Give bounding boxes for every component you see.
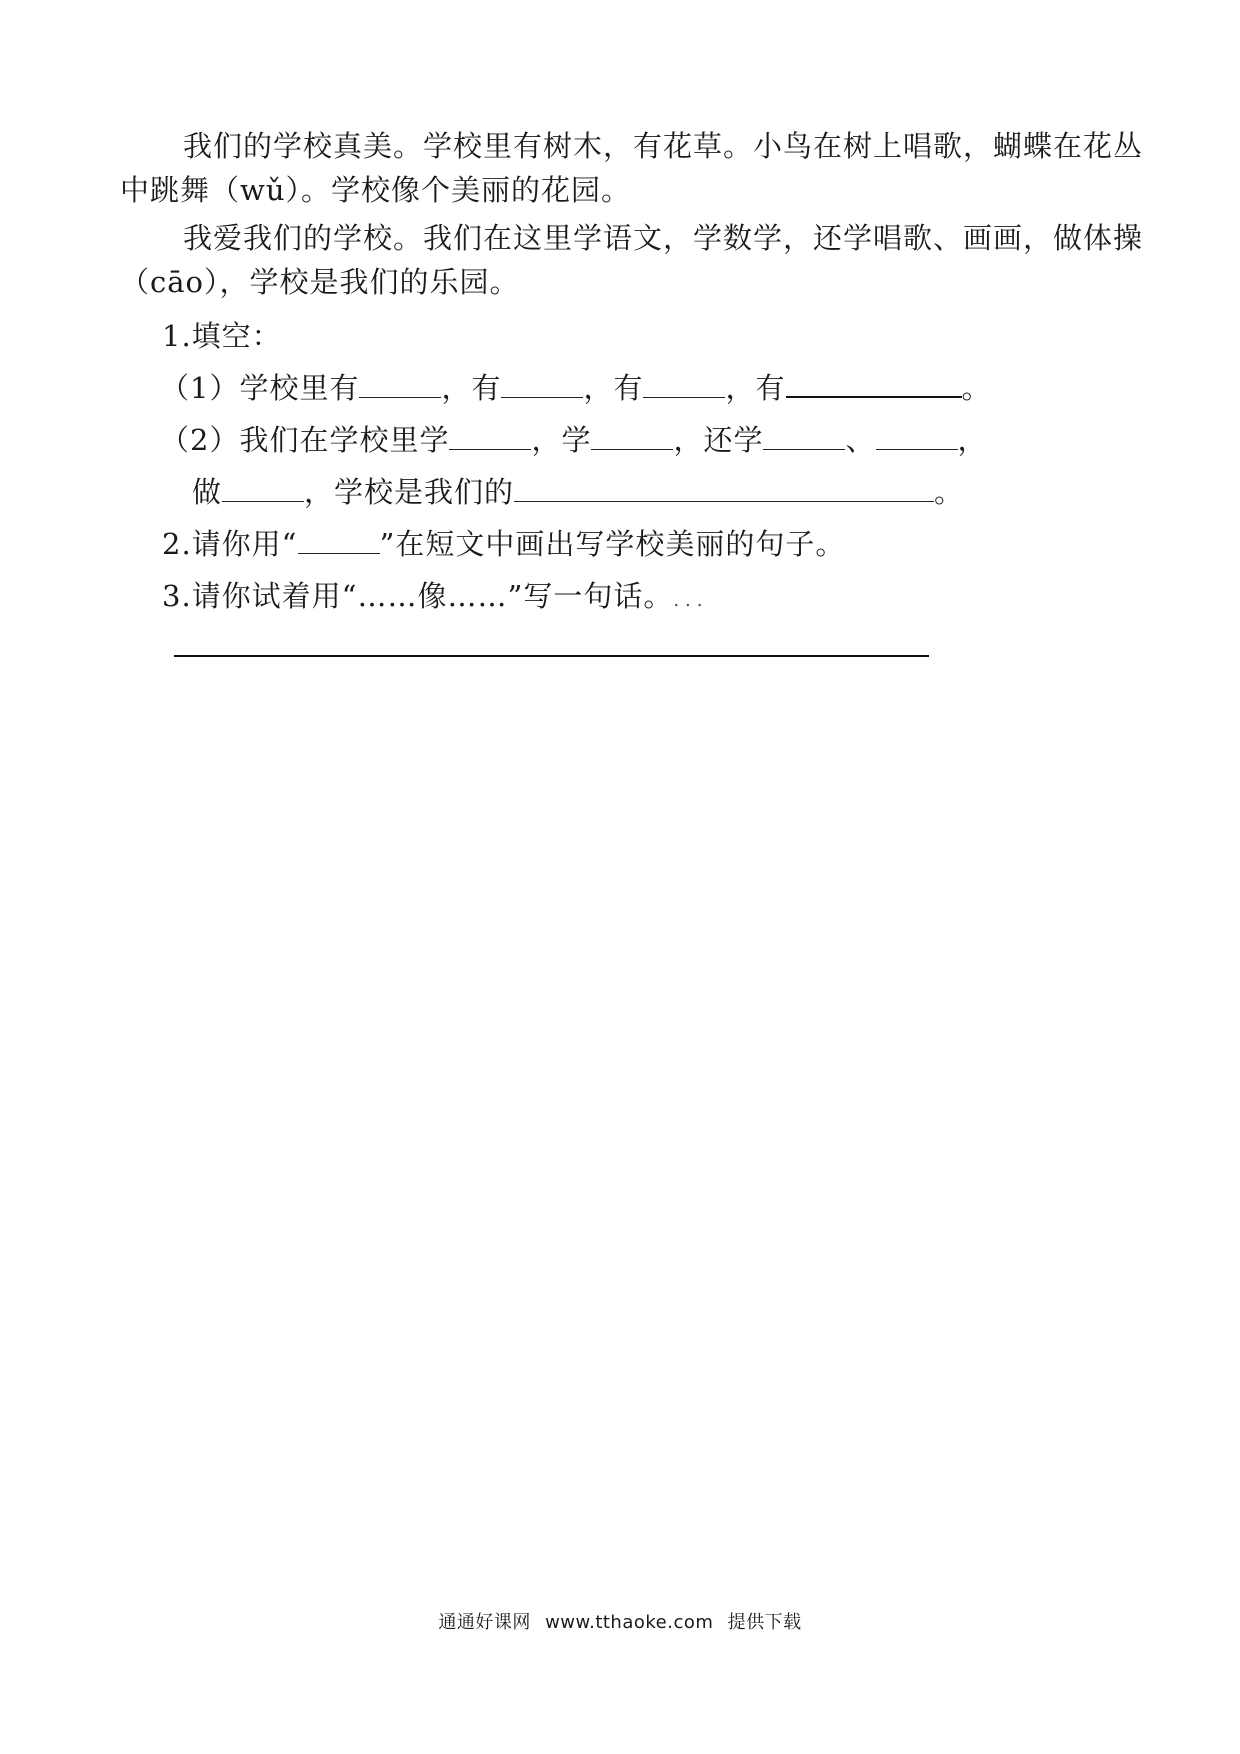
fill-blank[interactable] [501, 371, 583, 398]
q1-s2-end: ， [957, 423, 988, 457]
fill-blank[interactable] [449, 423, 531, 450]
q1-s1-prefix: （1）学校里有 [160, 371, 360, 405]
passage-p1-line1: 我们的学校真美。学校里有树木，有花草。小鸟在树上唱歌，蝴蝶在花丛 [183, 129, 1144, 163]
fill-blank[interactable] [786, 370, 962, 398]
q1-s3-mid: ，学校是我们的 [304, 475, 515, 509]
q1-s3-end: 。 [934, 475, 965, 509]
footer-note: 提供下载 [727, 1612, 802, 1633]
q1-s1-sep: ，有 [725, 371, 786, 405]
q2-suffix: ”在短文中画出写学校美丽的句子。 [379, 527, 846, 561]
fill-blank[interactable] [643, 371, 725, 398]
answer-line[interactable] [174, 655, 929, 657]
q1-s1-sep: ，有 [441, 371, 502, 405]
fill-blank[interactable] [763, 423, 845, 450]
question-1-sentence-1 [160, 370, 992, 406]
q3-text: 3.请你试着用“……像……”写一句话。 [162, 579, 674, 613]
q3-trailing-dots: ... [673, 590, 709, 611]
passage-p2-line2: （cāo），学校是我们的乐园。 [120, 265, 520, 299]
question-1-sentence-2 [160, 422, 988, 458]
question-2 [162, 526, 845, 562]
q1-s2-prefix: （2）我们在学校里学 [160, 423, 450, 457]
question-3 [162, 578, 709, 619]
question-1-sentence-3 [192, 474, 964, 510]
fill-blank[interactable] [591, 423, 673, 450]
fill-blank[interactable] [222, 475, 304, 502]
footer-site-name: 通通好课网 [438, 1612, 531, 1633]
q2-prefix: 2.请你用“ [162, 527, 298, 561]
fill-blank[interactable] [514, 475, 934, 502]
footer [0, 1608, 1240, 1634]
q1-s3-prefix: 做 [192, 475, 223, 509]
passage-p1-line2: 中跳舞（wǔ）。学校像个美丽的花园。 [120, 173, 632, 207]
underline-sample [298, 527, 380, 554]
fill-blank[interactable] [359, 371, 441, 398]
q1-s2-sep: 、 [845, 423, 876, 457]
fill-blank[interactable] [876, 423, 958, 450]
question-1-title: 1.填空： [162, 319, 282, 353]
q1-s1-end: 。 [961, 371, 992, 405]
q1-s1-sep: ，有 [583, 371, 644, 405]
q1-s2-sep: ，学 [531, 423, 592, 457]
passage-p2-line1: 我爱我们的学校。我们在这里学语文，学数学，还学唱歌、画画，做体操 [183, 221, 1144, 255]
footer-url: www.tthaoke.com [545, 1612, 714, 1633]
q1-s2-sep: ，还学 [673, 423, 764, 457]
